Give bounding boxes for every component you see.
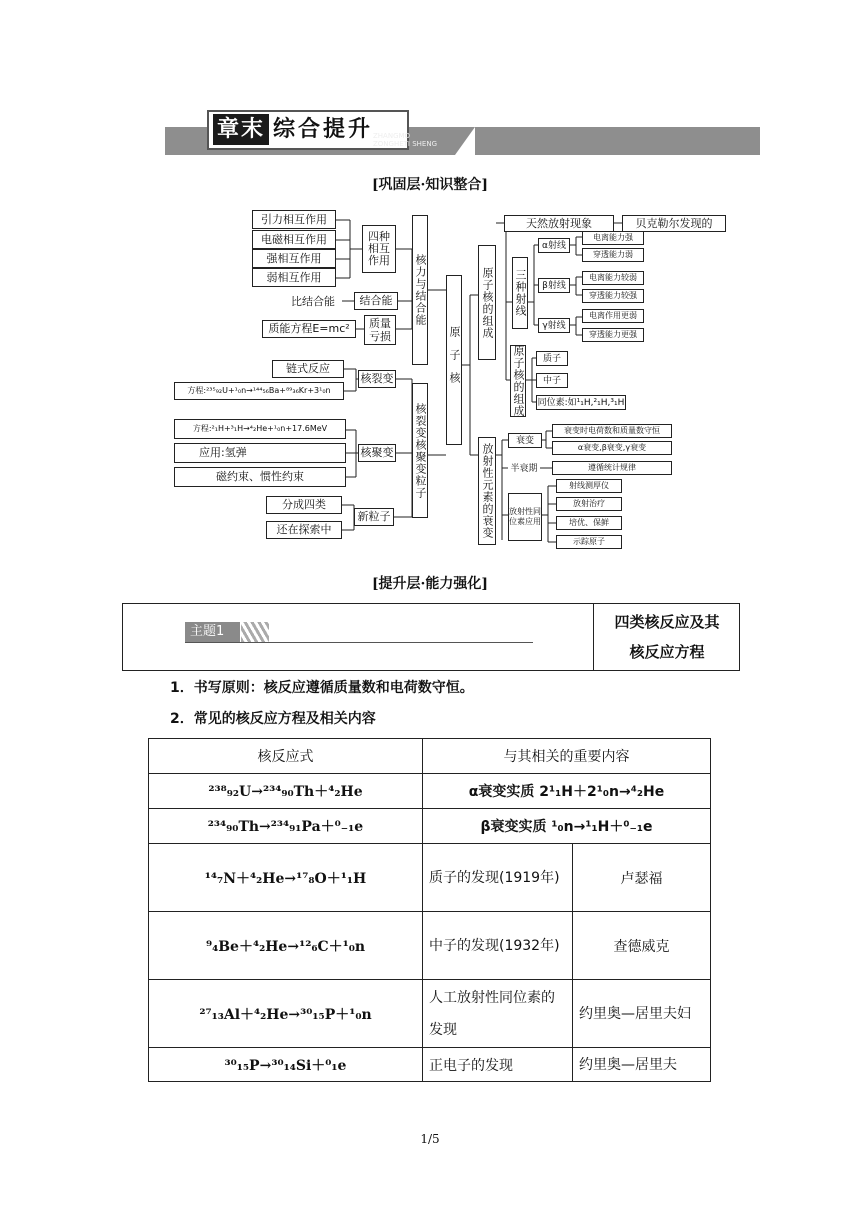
table-cell-discovery: 中子的发现(1932年) bbox=[423, 912, 573, 980]
banner-keyword-2: 综合提升 bbox=[273, 117, 374, 142]
reaction-table bbox=[148, 738, 711, 1082]
node-strong: 强相互作用 bbox=[252, 249, 336, 268]
banner-pinyin-2: ZONGHETI SHENG bbox=[373, 140, 438, 148]
section-title-improve: [提升层·能力强化] bbox=[371, 576, 489, 592]
node-weak: 弱相互作用 bbox=[252, 268, 336, 287]
banner-keyword-1: 章末 bbox=[213, 114, 269, 145]
table-row bbox=[149, 912, 711, 980]
table-cell-equation: ¹⁴₇N＋⁴₂He→¹⁷₈O＋¹₁H bbox=[149, 844, 423, 912]
node-nuclear-force-group: 核力与结合能 bbox=[412, 215, 428, 365]
node-confinement: 磁约束、惯性约束 bbox=[174, 467, 346, 487]
node-three-rays: 三种射线 bbox=[512, 257, 528, 329]
table-cell-scientist: 卢瑟福 bbox=[573, 844, 711, 912]
table-cell-discovery: 正电子的发现 bbox=[423, 1048, 573, 1082]
topic-title-line-2: 核反应方程 bbox=[629, 643, 705, 661]
node-alpha-2: 穿透能力弱 bbox=[582, 248, 644, 262]
node-fission-fusion-group: 核裂变核聚变粒子 bbox=[412, 383, 428, 518]
node-beta: β射线 bbox=[538, 278, 570, 293]
table-row bbox=[149, 809, 711, 844]
table-cell-scientist: 查德威克 bbox=[573, 912, 711, 980]
node-app-4: 示踪原子 bbox=[556, 535, 622, 549]
node-half-life: 半衰期 bbox=[508, 461, 540, 476]
table-cell-content: α衰变实质 2¹₁H＋2¹₀n→⁴₂He bbox=[423, 774, 711, 809]
node-nucleus-center: 原子核 bbox=[446, 275, 462, 445]
table-header: 与其相关的重要内容 bbox=[423, 739, 711, 774]
node-decay-1: 衰变时电荷数和质量数守恒 bbox=[552, 424, 672, 438]
node-mass-defect: 质量亏损 bbox=[364, 315, 396, 345]
node-gamma-2: 穿透能力更强 bbox=[582, 328, 644, 342]
table-header: 核反应式 bbox=[149, 739, 423, 774]
table-cell-scientist: 约里奥—居里夫 bbox=[573, 1048, 711, 1082]
node-fusion-equation: 方程:²₁H+³₁H→⁴₂He+¹₀n+17.6MeV bbox=[174, 419, 346, 439]
node-composition-group: 原子核的组成 bbox=[478, 245, 496, 360]
table-cell-equation: ²³⁴₉₀Th→²³⁴₉₁Pa＋⁰₋₁e bbox=[149, 809, 423, 844]
topic-title bbox=[594, 604, 740, 670]
node-exploring: 还在探索中 bbox=[266, 521, 342, 539]
node-beta-1: 电离能力较弱 bbox=[582, 271, 644, 285]
node-neutron: 中子 bbox=[536, 373, 568, 388]
node-gamma: γ射线 bbox=[538, 318, 570, 333]
node-app-group: 放射性同位素应用 bbox=[508, 493, 542, 541]
node-half-life-1: 遵循统计规律 bbox=[552, 461, 672, 475]
topic-box bbox=[122, 603, 740, 671]
node-new-particle: 新粒子 bbox=[354, 508, 394, 526]
node-alpha-1: 电离能力强 bbox=[582, 231, 644, 245]
topic-underline bbox=[185, 642, 533, 643]
topic-tag: 主题1 bbox=[185, 622, 240, 642]
node-fusion: 核聚变 bbox=[358, 444, 396, 462]
table-row bbox=[149, 980, 711, 1048]
table-cell-equation: ³⁰₁₅P→³⁰₁₄Si＋⁰₁e bbox=[149, 1048, 423, 1082]
knowledge-map bbox=[170, 205, 730, 550]
table-cell-equation: ²⁷₁₃Al＋⁴₂He→³⁰₁₅P＋¹₀n bbox=[149, 980, 423, 1048]
node-gamma-1: 电离作用更弱 bbox=[582, 309, 644, 323]
paragraph-1: 1．书写原则：核反应遵循质量数和电荷数守恒。 bbox=[170, 680, 474, 696]
table-cell-equation: ²³⁸₉₂U→²³⁴₉₀Th＋⁴₂He bbox=[149, 774, 423, 809]
node-becquerel: 贝克勒尔发现的 bbox=[622, 215, 726, 232]
paragraph-2: 2．常见的核反应方程及相关内容 bbox=[170, 711, 376, 727]
node-proton: 质子 bbox=[536, 351, 568, 366]
node-fission-equation: 方程:²³⁵₉₂U+¹₀n→¹⁴⁴₅₆Ba+⁸⁹₃₆Kr+3¹₀n bbox=[174, 382, 344, 400]
node-electromagnetic: 电磁相互作用 bbox=[252, 230, 336, 249]
table-row bbox=[149, 844, 711, 912]
node-binding-energy: 结合能 bbox=[354, 292, 398, 310]
table-row bbox=[149, 774, 711, 809]
table-cell-discovery: 人工放射性同位素的发现 bbox=[423, 980, 573, 1048]
node-beta-2: 穿透能力较强 bbox=[582, 289, 644, 303]
node-decay: 衰变 bbox=[508, 433, 542, 448]
section-title-consolidate: [巩固层·知识整合] bbox=[371, 177, 489, 193]
node-four-classes: 分成四类 bbox=[266, 496, 342, 514]
node-chain-reaction: 链式反应 bbox=[272, 360, 344, 378]
table-cell-discovery: 质子的发现(1919年) bbox=[423, 844, 573, 912]
node-decay-group: 放射性元素的衰变 bbox=[478, 437, 496, 545]
topic-stripe bbox=[241, 622, 269, 642]
banner-pinyin bbox=[373, 132, 437, 148]
table-row bbox=[149, 1048, 711, 1082]
node-hydrogen-bomb: 应用:氢弹 bbox=[174, 443, 346, 463]
node-app-1: 射线测厚仪 bbox=[556, 479, 622, 493]
node-decay-2: α衰变,β衰变,γ衰变 bbox=[552, 441, 672, 455]
table-cell-scientist: 约里奥—居里夫妇 bbox=[573, 980, 711, 1048]
table-cell-equation: ⁹₄Be＋⁴₂He→¹²₆C＋¹₀n bbox=[149, 912, 423, 980]
node-natural-radioactivity: 天然放射现象 bbox=[504, 215, 614, 232]
table-header-row bbox=[149, 739, 711, 774]
node-app-3: 培优、保鲜 bbox=[556, 516, 622, 530]
node-composition-2: 原子核的组成 bbox=[512, 345, 525, 417]
page-number: 1/5 bbox=[420, 1132, 440, 1146]
node-four-forces: 四种相互作用 bbox=[362, 225, 396, 273]
table-cell-content: β衰变实质 ¹₀n→¹₁H＋⁰₋₁e bbox=[423, 809, 711, 844]
node-isotope: 同位素:如¹₁H,²₁H,³₁H bbox=[536, 395, 626, 410]
banner-notch bbox=[455, 127, 475, 155]
node-specific-binding-energy: 比结合能 bbox=[284, 293, 342, 310]
node-alpha: α射线 bbox=[538, 238, 570, 253]
node-app-2: 放射治疗 bbox=[556, 497, 622, 511]
node-gravitational: 引力相互作用 bbox=[252, 210, 336, 229]
banner-pinyin-1: ZHANGMO bbox=[373, 132, 411, 140]
topic-title-line-1: 四类核反应及其 bbox=[614, 613, 720, 631]
chapter-banner bbox=[165, 110, 760, 156]
node-fission: 核裂变 bbox=[358, 370, 396, 388]
node-mass-energy: 质能方程E=mc² bbox=[262, 320, 356, 338]
